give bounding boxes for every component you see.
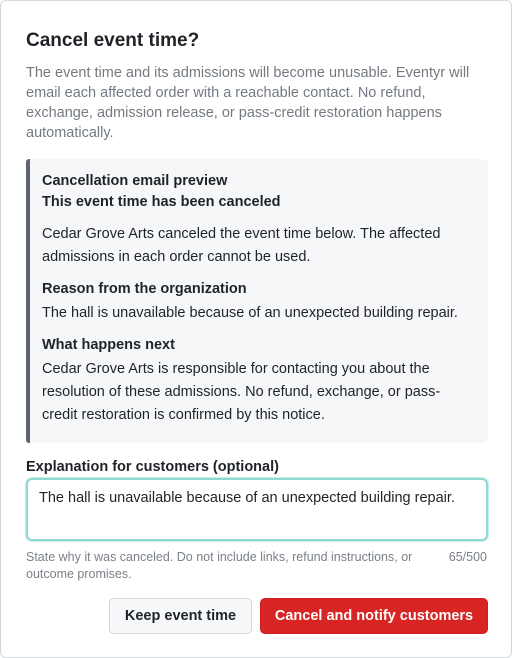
dialog-intro: The event time and its admissions will become unusable. Eventyr will email each affected order with a reachable contact. No refund, exchange, admission release, or pass-credit restoration happens automatically.: [26, 65, 470, 141]
explanation-hint: State why it was canceled. Do not include links, refund instructions, or outcome promises.: [26, 550, 413, 581]
cancel-and-notify-button[interactable]: Cancel and notify customers: [260, 598, 488, 634]
preview-next-text: Cedar Grove Arts is responsible for contacting you about the resolution of these admissions. No refund, exchange, or pass-credit restoration is confirmed by this notice.: [42, 361, 441, 423]
keep-event-time-button[interactable]: Keep event time: [109, 598, 252, 634]
preview-reason-heading: Reason from the organization: [42, 281, 247, 297]
explanation-label: Explanation for customers (optional): [26, 459, 279, 475]
character-counter: 65/500: [448, 550, 487, 564]
explanation-textarea[interactable]: [26, 478, 488, 541]
preview-reason-text: The hall is unavailable because of an unexpected building repair.: [42, 305, 458, 321]
preview-heading: This event time has been canceled: [42, 194, 281, 210]
preview-kicker: Cancellation email preview: [42, 173, 228, 189]
email-preview: [26, 159, 488, 443]
preview-next-heading: What happens next: [42, 337, 175, 353]
dialog-title: Cancel event time?: [26, 30, 200, 51]
preview-body: Cedar Grove Arts canceled the event time below. The affected admissions in each order cannot be used.: [42, 226, 441, 265]
